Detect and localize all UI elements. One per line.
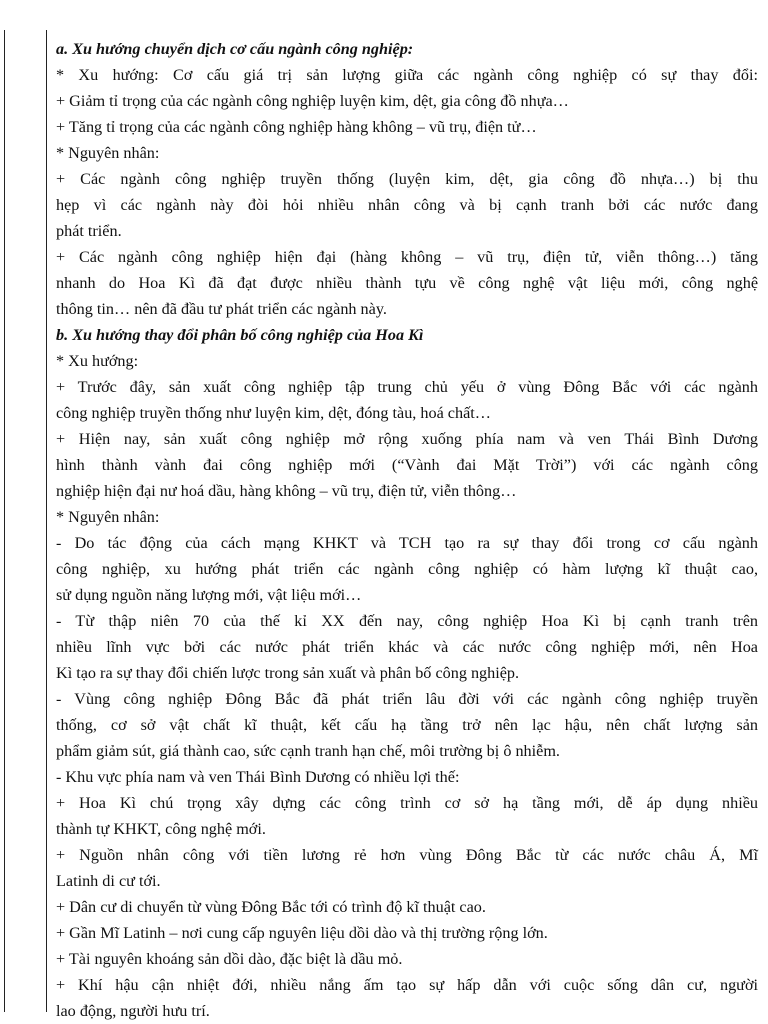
text-line: Latinh di cư tới. <box>56 872 161 890</box>
text-line: * Nguyên nhân: <box>56 144 160 162</box>
text-line: hình thành vành đai công nghiệp mới (“Vành đai Mặt Trời”) với các ngành công <box>56 456 758 474</box>
text-line: nghiệp hiện đại nư hoá dầu, hàng không – vũ trụ, điện tử, viễn thông… <box>56 482 517 500</box>
text-line: phẩm giảm sút, giá thành cao, sức cạnh tranh hạn chế, môi trường bị ô nhiễm. <box>56 742 560 760</box>
text-line: nhiều lĩnh vực bởi các nước phát triển khác và các nước công nghiệp mới, nên Hoa <box>56 638 758 656</box>
answer-cell <box>56 36 758 1024</box>
text-line: + Hoa Kì chú trọng xây dựng các công trình cơ sở hạ tầng mới, dễ áp dụng nhiều <box>56 794 758 812</box>
table-border-left <box>4 30 5 1012</box>
text-line: + Giảm tỉ trọng của các ngành công nghiệp luyện kim, dệt, gia công đồ nhựa… <box>56 92 569 110</box>
text-line: sử dụng nguồn năng lượng mới, vật liệu mới… <box>56 586 362 604</box>
text-line: công nghiệp, xu hướng phát triển các ngành công nghiệp có hàm lượng kĩ thuật cao, <box>56 560 758 578</box>
text-line: phát triển. <box>56 222 122 240</box>
text-line: + Các ngành công nghiệp hiện đại (hàng không – vũ trụ, điện tử, viễn thông…) tăng <box>56 248 758 266</box>
text-line: + Tài nguyên khoáng sản dồi dào, đặc biệt là dầu mỏ. <box>56 950 403 968</box>
text-line: - Do tác động của cách mạng KHKT và TCH tạo ra sự thay đổi trong cơ cấu ngành <box>56 534 758 552</box>
text-line: + Dân cư di chuyển từ vùng Đông Bắc tới có trình độ kĩ thuật cao. <box>56 898 486 916</box>
text-line: thông tin… nên đã đầu tư phát triển các ngành này. <box>56 300 387 318</box>
text-line: * Nguyên nhân: <box>56 508 160 526</box>
text-line: + Hiện nay, sản xuất công nghiệp mở rộng xuống phía nam và ven Thái Bình Dương <box>56 430 758 448</box>
text-line: + Gần Mĩ Latinh – nơi cung cấp nguyên liệu dồi dào và thị trường rộng lớn. <box>56 924 548 942</box>
section-b-heading: b. Xu hướng thay đổi phân bố công nghiệp của Hoa Kì <box>56 326 424 344</box>
text-line: - Vùng công nghiệp Đông Bắc đã phát triển lâu đời với các ngành công nghiệp truyền <box>56 690 758 708</box>
text-line: + Khí hậu cận nhiệt đới, nhiều nắng ấm tạo sự hấp dẫn với cuộc sống dân cư, người <box>56 976 758 994</box>
text-line: thành tự KHKT, công nghệ mới. <box>56 820 266 838</box>
text-line: lao động, người hưu trí. <box>56 1002 210 1020</box>
text-line: công nghiệp truyền thống như luyện kim, dệt, đóng tàu, hoá chất… <box>56 404 491 422</box>
text-line: - Khu vực phía nam và ven Thái Bình Dương có nhiều lợi thế: <box>56 768 460 786</box>
text-line: thống, cơ sở vật chất kĩ thuật, kết cấu hạ tầng trở nên lạc hậu, nên chất lượng sản <box>56 716 758 734</box>
text-line: + Tăng tỉ trọng của các ngành công nghiệp hàng không – vũ trụ, điện tử… <box>56 118 537 136</box>
table-column-divider <box>46 30 47 1012</box>
text-line: nhanh do Hoa Kì đã đạt được nhiều thành tựu về công nghệ vật liệu mới, công nghệ <box>56 274 758 292</box>
text-line: * Xu hướng: <box>56 352 139 370</box>
section-a-heading: a. Xu hướng chuyển dịch cơ cấu ngành công nghiệp: <box>56 40 414 58</box>
text-line: + Trước đây, sản xuất công nghiệp tập trung chủ yếu ở vùng Đông Bắc với các ngành <box>56 378 758 396</box>
text-line: Kì tạo ra sự thay đổi chiến lược trong sản xuất và phân bố công nghiệp. <box>56 664 520 682</box>
text-line: * Xu hướng: Cơ cấu giá trị sản lượng giữa các ngành công nghiệp có sự thay đổi: <box>56 66 758 84</box>
text-line: hẹp vì các ngành này đòi hỏi nhiều nhân công và bị cạnh tranh bởi các nước đang <box>56 196 758 214</box>
text-line: + Nguồn nhân công với tiền lương rẻ hơn vùng Đông Bắc từ các nước châu Á, Mĩ <box>56 846 758 864</box>
text-line: + Các ngành công nghiệp truyền thống (luyện kim, dệt, gia công đồ nhựa…) bị thu <box>56 170 758 188</box>
text-line: - Từ thập niên 70 của thế kỉ XX đến nay, công nghiệp Hoa Kì bị cạnh tranh trên <box>56 612 758 630</box>
